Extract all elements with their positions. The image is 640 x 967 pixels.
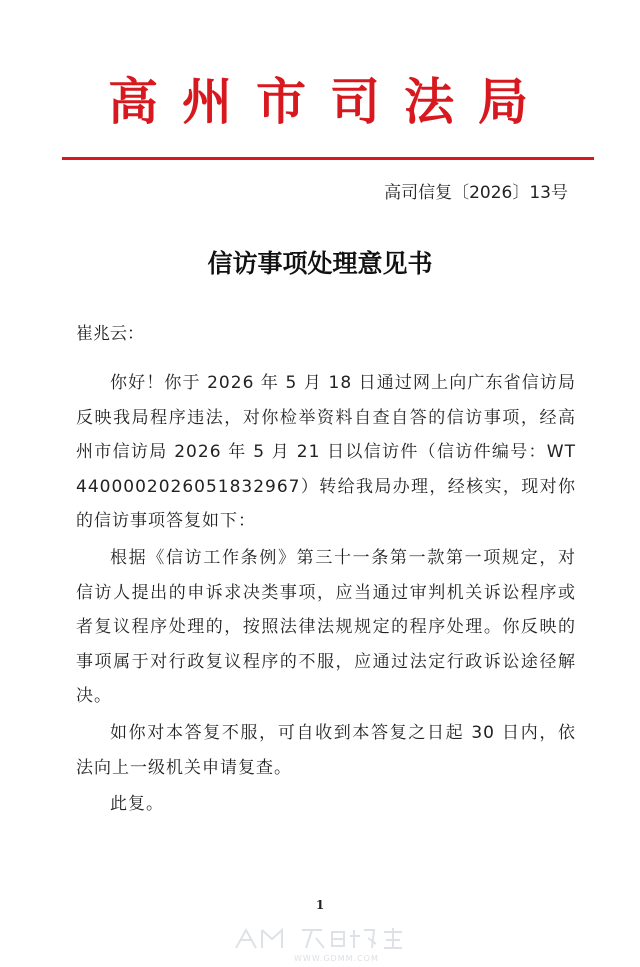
red-divider-line xyxy=(62,157,594,160)
salutation: 崔兆云： xyxy=(76,324,144,344)
body-paragraph-3: 如你对本答复不服，可自收到本答复之日起 30 日内，依法向上一级机关申请复查。 xyxy=(76,722,576,778)
document-title: 信访事项处理意见书 xyxy=(207,249,433,278)
document-number: 高司信复〔2026〕13号 xyxy=(384,183,568,203)
watermark-url: WWW.GDMM.COM xyxy=(294,954,379,963)
page-number: 1 xyxy=(315,898,325,912)
document-body xyxy=(76,366,576,824)
site-watermark xyxy=(232,920,432,964)
body-paragraph-2: 根据《信访工作条例》第三十一条第一款第一项规定，对信访人提出的申诉求决类事项，应当通过审判机关诉讼程序或者复议程序处理的，按照法律法规规定的程序处理。你反映的事项属于对行政复议程序的不服，应通过法定行政诉讼途径解决。 xyxy=(76,547,576,707)
body-paragraph-1: 你好！你于 2026 年 5 月 18 日通过网上向广东省信访局反映我局程序违法，对你检举资料自查自答的信访事项，经高州市信访局 2026 年 5 月 21 日以信访件（信访件编号：WT4400002026051832967）转给我局办理，经核实，现对你的信访事项答复如下： xyxy=(76,373,576,532)
watermark-logo-icon xyxy=(232,924,422,954)
body-paragraph-4: 此复。 xyxy=(110,794,164,815)
organization-title: 高州市司法局 xyxy=(108,72,552,131)
